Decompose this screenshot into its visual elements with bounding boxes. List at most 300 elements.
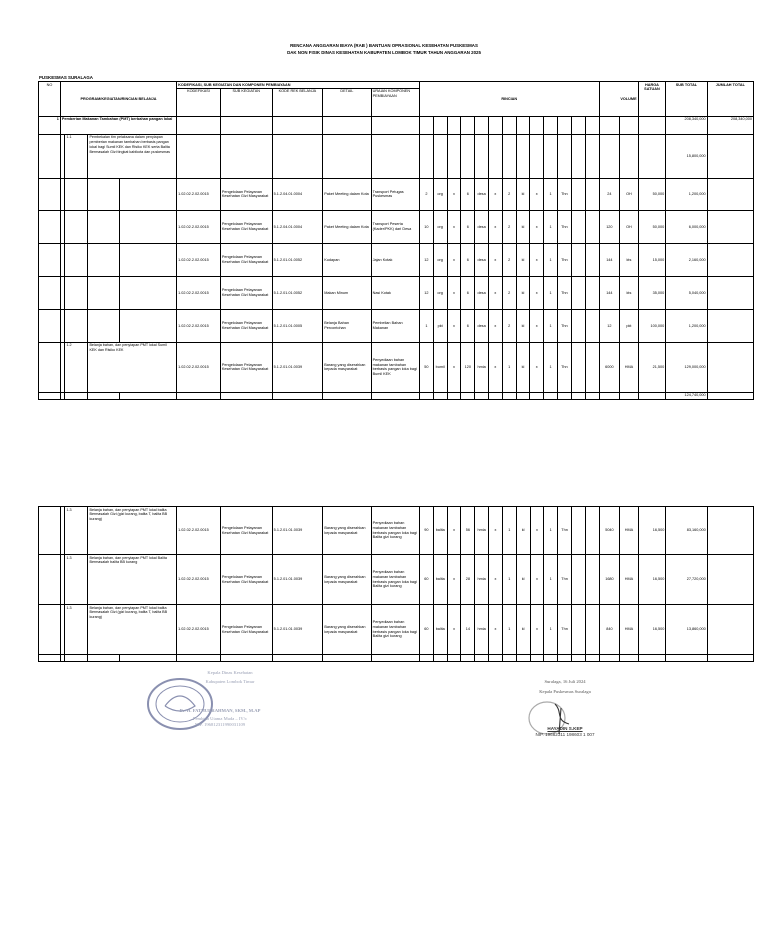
sub-kegiatan-cell: Pengelolaan Pelayanan Kesehatan Gizi Masyarakat <box>220 243 272 276</box>
empty-cell <box>177 116 221 134</box>
rincian-cell: x <box>488 243 502 276</box>
uraian-cell: Penyediaan bahan makanan tambahan berbasis pangan loka bagi Bumil KEK <box>371 342 419 392</box>
col-kodefikasi: KODEFIKASI <box>177 88 221 116</box>
volume-cell: 24 <box>599 178 620 210</box>
satuan-cell: HMA <box>620 342 638 392</box>
rincian-cell: 1 <box>544 342 558 392</box>
rincian-cell: x <box>488 210 502 243</box>
budget-table-page-1 <box>38 81 754 400</box>
rincian-cell: 1 <box>544 243 558 276</box>
rincian-cell: Thn <box>557 309 571 342</box>
rincian-cell: org <box>433 210 447 243</box>
budget-row <box>39 210 754 243</box>
volume-cell: 6000 <box>599 342 620 392</box>
empty-cell <box>502 134 516 178</box>
empty-cell <box>88 276 119 309</box>
empty-cell <box>558 655 572 662</box>
subtotal-cell: 1,200,000 <box>666 178 707 210</box>
rincian-cell: 6 <box>461 210 475 243</box>
empty-cell <box>620 655 638 662</box>
empty-cell <box>272 655 323 662</box>
kode-rek-cell: 5.1.2.01.01.0052 <box>272 276 323 309</box>
rincian-cell: 2 <box>502 178 516 210</box>
empty-cell <box>488 134 502 178</box>
no-cell <box>39 178 61 210</box>
empty-cell <box>620 134 638 178</box>
kodefikasi-cell: 1.02.02.2.02.0015 <box>177 555 221 605</box>
rincian-cell: 1 <box>544 178 558 210</box>
harga-cell: 16,500 <box>638 507 666 555</box>
empty-cell <box>585 655 599 662</box>
rincian-cell: Thn <box>558 605 572 655</box>
empty-cell <box>557 116 571 134</box>
document-subtitle: DAK NON FISIK DINAS KESEHATAN KABUPATEN LOMBOK TIMUR TAHUN ANGGARAN 2025 <box>287 50 481 55</box>
rincian-cell: Thn <box>557 210 571 243</box>
kodefikasi-cell: 1.02.02.2.02.0015 <box>177 309 221 342</box>
empty-cell <box>516 116 530 134</box>
activity-label: Belanja bahan, dan penyiapan PMT lokal balita Bermasalah Gizi (gizi kurang, balita T, balita BB kurang) <box>88 605 177 655</box>
empty-cell <box>571 134 585 178</box>
empty-cell <box>571 116 585 134</box>
volume-cell: 5040 <box>599 507 620 555</box>
col-jumlah-total: JUMLAH TOTAL <box>707 82 753 117</box>
rincian-cell: kl <box>516 276 530 309</box>
activity-label: Belanja bahan, dan penyiapan PMT lokal Sumil KEK dan Risiko KEK <box>88 342 177 392</box>
budget-row <box>39 276 754 309</box>
harga-cell: 50,000 <box>638 210 666 243</box>
subtotal-cell: 129,000,000 <box>666 342 707 392</box>
subtotal-cell: 27,720,000 <box>666 555 707 605</box>
empty-cell <box>323 655 371 662</box>
detail-cell: Barang yang diserahkan kepada masyarakat <box>323 507 371 555</box>
jumlah-cell <box>707 555 753 605</box>
blank-row <box>39 655 754 662</box>
no-cell <box>39 134 61 178</box>
rincian-cell: 2 <box>502 243 516 276</box>
jumlah-cell <box>707 243 753 276</box>
empty-cell <box>475 655 489 662</box>
empty-cell <box>88 210 119 243</box>
rincian-cell: desa <box>475 210 489 243</box>
empty-cell <box>65 655 88 662</box>
detail-cell: Paket Meeting dalam Kota <box>323 210 371 243</box>
empty-cell <box>433 116 447 134</box>
rincian-cell: pkt <box>433 309 447 342</box>
kode-rek-cell: 5.1.2.01.01.0005 <box>272 309 323 342</box>
activity-number: 1.3 <box>65 555 88 605</box>
empty-cell <box>571 655 585 662</box>
rincian-cell: 1 <box>502 342 516 392</box>
rincian-cell: x <box>488 342 502 392</box>
detail-cell: Makan Minum <box>323 276 371 309</box>
section-number: 1 <box>39 116 61 134</box>
uraian-cell: Penyediaan bahan makanan tambahan berbasis pangan loka bagi Balita gizi kurang <box>371 605 419 655</box>
sub-kegiatan-cell: Pengelolaan Pelayanan Kesehatan Gizi Masyarakat <box>220 276 272 309</box>
empty-cell <box>177 134 221 178</box>
uraian-cell: Transport Petugas Puskesmas <box>371 178 419 210</box>
empty-cell <box>461 392 475 399</box>
empty-cell <box>638 655 666 662</box>
no-cell <box>39 507 61 555</box>
col-harga-satuan: HARGA SATUAN <box>638 82 666 117</box>
empty-cell <box>371 116 419 134</box>
jumlah-cell <box>707 178 753 210</box>
empty-cell <box>475 134 489 178</box>
rincian-cell: Thn <box>557 342 571 392</box>
no-cell <box>39 243 61 276</box>
activity-label: Belanja bahan, dan penyiapan PMT lokal balita Bermasalah Gizi (gizi kurang, balita T, balita BB kurang) <box>88 507 177 555</box>
empty-cell <box>585 309 599 342</box>
empty-cell <box>544 134 558 178</box>
jumlah-cell <box>707 210 753 243</box>
empty-cell <box>707 134 753 178</box>
empty-cell <box>65 243 88 276</box>
rincian-cell: x <box>489 507 503 555</box>
empty-cell <box>119 276 177 309</box>
harga-cell: 16,500 <box>638 555 666 605</box>
harga-cell: 21,500 <box>638 342 666 392</box>
rincian-cell: 1 <box>544 276 558 309</box>
rincian-cell: x <box>447 210 461 243</box>
empty-cell <box>488 116 502 134</box>
sub-kegiatan-cell: Pengelolaan Pelayanan Kesehatan Gizi Masyarakat <box>220 555 272 605</box>
rincian-cell: x <box>447 178 461 210</box>
detail-cell: Barang yang diserahkan kepada masyarakat <box>323 605 371 655</box>
rincian-cell: x <box>488 276 502 309</box>
subtotal-cell: 2,160,000 <box>666 243 707 276</box>
volume-cell: 144 <box>599 243 620 276</box>
rincian-cell: 60 <box>420 605 434 655</box>
empty-cell <box>433 134 447 178</box>
empty-cell <box>707 392 753 399</box>
empty-cell <box>447 116 461 134</box>
subtotal-cell: 6,000,000 <box>666 210 707 243</box>
rincian-cell: 1 <box>502 555 516 605</box>
subtotal-cell: 13,860,000 <box>666 605 707 655</box>
empty-cell <box>272 392 323 399</box>
rincian-cell: kl <box>516 210 530 243</box>
empty-cell <box>119 178 177 210</box>
empty-cell <box>65 178 88 210</box>
empty-cell <box>571 342 585 392</box>
empty-cell <box>88 655 119 662</box>
rincian-cell: x <box>530 507 544 555</box>
empty-cell <box>272 134 323 178</box>
empty-cell <box>638 134 666 178</box>
empty-cell <box>323 392 371 399</box>
satuan-cell: OH <box>620 178 638 210</box>
signer-left-name: Dr. H. FATHURRAHMAN, SKM., M.AP <box>179 708 261 713</box>
empty-cell <box>88 243 119 276</box>
col-rincian: RINCIAN <box>419 82 599 117</box>
empty-cell <box>666 655 707 662</box>
empty-cell <box>65 210 88 243</box>
empty-cell <box>119 210 177 243</box>
empty-cell <box>571 178 585 210</box>
rincian-cell: 6 <box>461 243 475 276</box>
volume-cell: 144 <box>599 276 620 309</box>
satuan-cell: OH <box>620 210 638 243</box>
rincian-cell: x <box>530 555 544 605</box>
empty-cell <box>475 392 489 399</box>
rincian-cell: desa <box>475 178 489 210</box>
rincian-cell: 1 <box>502 507 516 555</box>
kode-rek-cell: 5.1.2.01.01.0039 <box>272 342 323 392</box>
budget-row <box>39 178 754 210</box>
satuan-cell: HMA <box>620 507 638 555</box>
empty-cell <box>119 655 177 662</box>
empty-cell <box>65 392 88 399</box>
detail-cell: Belanja Bahan Percontohan <box>323 309 371 342</box>
activity-number: 1.2 <box>65 342 88 392</box>
rincian-cell: x <box>447 507 461 555</box>
empty-cell <box>220 655 272 662</box>
rincian-cell: x <box>530 342 544 392</box>
empty-cell <box>620 116 638 134</box>
rincian-cell: hmia <box>475 605 489 655</box>
satuan-cell: kts <box>620 243 638 276</box>
empty-cell <box>371 134 419 178</box>
empty-cell <box>544 392 558 399</box>
empty-cell <box>585 276 599 309</box>
budget-row <box>39 309 754 342</box>
signer-right-title: Kepala Puskesmas Suralaga <box>539 689 591 694</box>
page-total: 124,740,000 <box>666 392 707 399</box>
signing-date: Suralaga, 16 Juli 2024 <box>544 679 586 684</box>
rincian-cell: x <box>447 276 461 309</box>
signer-left-nip: NIP. 196812311990031109 <box>194 722 246 727</box>
rincian-cell: Thn <box>557 178 571 210</box>
empty-cell <box>433 655 447 662</box>
header-row <box>39 82 754 89</box>
empty-cell <box>119 243 177 276</box>
rincian-cell: 1 <box>544 507 558 555</box>
col-no: NO <box>39 82 61 117</box>
activity-number: 1.3 <box>65 507 88 555</box>
empty-cell <box>220 134 272 178</box>
empty-cell <box>420 655 434 662</box>
rincian-cell: org <box>433 178 447 210</box>
official-seal-left <box>145 676 215 737</box>
rincian-cell: 56 <box>461 507 475 555</box>
subtotal-cell: 5,040,000 <box>666 276 707 309</box>
rincian-cell: x <box>488 309 502 342</box>
empty-cell <box>599 116 620 134</box>
empty-cell <box>65 276 88 309</box>
rincian-cell: kl <box>516 243 530 276</box>
subtotal-cell: 1,200,000 <box>666 309 707 342</box>
total-row <box>39 392 754 399</box>
sub-kegiatan-cell: Pengelolaan Pelayanan Kesehatan Gizi Masyarakat <box>220 342 272 392</box>
empty-cell <box>39 392 61 399</box>
section-label: Pemberian Makanan Tambahan (PMT) berbahan pangan lokal <box>60 116 176 134</box>
uraian-cell: Nasi Kotak <box>371 276 419 309</box>
col-volume: VOLUME <box>599 82 638 117</box>
sub-kegiatan-cell: Pengelolaan Pelayanan Kesehatan Gizi Masyarakat <box>220 605 272 655</box>
rincian-cell: kl <box>516 178 530 210</box>
no-cell <box>39 605 61 655</box>
satuan-cell: HMA <box>620 605 638 655</box>
rincian-cell: kl <box>516 342 530 392</box>
empty-cell <box>571 605 585 655</box>
rincian-cell: 90 <box>420 507 434 555</box>
empty-cell <box>65 309 88 342</box>
no-cell <box>39 342 61 392</box>
detail-cell: Paket Meeting dalam Kota <box>323 178 371 210</box>
empty-cell <box>585 507 599 555</box>
empty-cell <box>502 116 516 134</box>
empty-cell <box>571 555 585 605</box>
kodefikasi-cell: 1.02.02.2.02.0015 <box>177 178 221 210</box>
rincian-cell: hmia <box>475 507 489 555</box>
rincian-cell: 2 <box>502 210 516 243</box>
rincian-cell: x <box>447 555 461 605</box>
detail-cell: Kudapan <box>323 243 371 276</box>
empty-cell <box>544 116 558 134</box>
rincian-cell: x <box>530 210 544 243</box>
rincian-cell: bumil <box>433 342 447 392</box>
rincian-cell: Thn <box>557 243 571 276</box>
budget-row <box>39 555 754 605</box>
satuan-cell: kts <box>620 276 638 309</box>
empty-cell <box>571 392 585 399</box>
empty-cell <box>620 392 638 399</box>
empty-cell <box>707 655 753 662</box>
volume-cell: 840 <box>599 605 620 655</box>
signer-right-name: HAYADIN S.KEP <box>547 726 583 731</box>
empty-cell <box>119 309 177 342</box>
signer-left-office: Kabupaten Lombok Timur <box>205 679 255 684</box>
budget-row <box>39 507 754 555</box>
no-cell <box>39 309 61 342</box>
document-title: RENCANA ANGGARAN BIAYA (RAB ) BANTUAN OPRASIONAL KESEHATAN PUSKESMAS <box>290 43 478 48</box>
kode-rek-cell: 5.1.2.04.01.0004 <box>272 210 323 243</box>
sub-kegiatan-cell: Pengelolaan Pelayanan Kesehatan Gizi Masyarakat <box>220 309 272 342</box>
col-uraian: URAIAN KOMPONEN PEMBIAYAAN <box>371 88 419 116</box>
budget-table-page-2 <box>38 506 754 662</box>
rincian-cell: x <box>530 178 544 210</box>
rincian-cell: x <box>489 605 503 655</box>
rincian-cell: 1 <box>544 605 558 655</box>
rincian-cell: x <box>447 243 461 276</box>
activity-label: Pembekalan tim pelaksana dalam penyiapan pemberian makanan tambahan berbasis pangan lokal bagi Sumil KEK dan Risiko KEK serta Balita Bermasalah Gizi tingkat kabikota dan puskesmas <box>88 134 177 178</box>
uraian-cell: Penyediaan bahan makanan tambahan berbasis pangan loka bagi Balita gizi kurang <box>371 555 419 605</box>
rincian-cell: kl <box>516 555 530 605</box>
rincian-cell: 1 <box>544 210 558 243</box>
harga-cell: 50,000 <box>638 178 666 210</box>
rincian-cell: 1 <box>502 605 516 655</box>
empty-cell <box>323 116 371 134</box>
rincian-cell: Thn <box>557 276 571 309</box>
budget-row <box>39 243 754 276</box>
empty-cell <box>571 243 585 276</box>
empty-cell <box>530 116 544 134</box>
sub-kegiatan-cell: Pengelolaan Pelayanan Kesehatan Gizi Masyarakat <box>220 507 272 555</box>
kode-rek-cell: 5.1.2.01.01.0039 <box>272 555 323 605</box>
empty-cell <box>585 342 599 392</box>
rincian-cell: x <box>488 178 502 210</box>
sub-kegiatan-cell: Pengelolaan Pelayanan Kesehatan Gizi Masyarakat <box>220 178 272 210</box>
empty-cell <box>571 210 585 243</box>
empty-cell <box>419 116 433 134</box>
rincian-cell: 14 <box>461 605 475 655</box>
kodefikasi-cell: 1.02.02.2.02.0015 <box>177 342 221 392</box>
empty-cell <box>488 392 502 399</box>
kode-rek-cell: 5.1.2.04.01.0004 <box>272 178 323 210</box>
empty-cell <box>516 655 530 662</box>
empty-cell <box>447 655 461 662</box>
rincian-cell: hmia <box>475 555 489 605</box>
puskesmas-name: PUSKESMAS SURALAGA <box>39 75 93 80</box>
rincian-cell: 10 <box>419 210 433 243</box>
rincian-cell: kl <box>516 605 530 655</box>
detail-cell: Barang yang diserahkan kepada masyarakat <box>323 342 371 392</box>
rincian-cell: 2 <box>502 309 516 342</box>
col-kodefikasi-group: KODEFIKASI, SUB KEGIATAN DAN KOMPONEN PEMBIAYAAN <box>177 82 420 89</box>
rincian-cell: 6 <box>461 276 475 309</box>
empty-cell <box>585 210 599 243</box>
empty-cell <box>433 392 447 399</box>
rincian-cell: desa <box>475 243 489 276</box>
empty-cell <box>571 507 585 555</box>
empty-cell <box>557 134 571 178</box>
rincian-cell: 6 <box>461 309 475 342</box>
empty-cell <box>585 392 599 399</box>
rincian-cell: balita <box>433 605 447 655</box>
volume-cell: 120 <box>599 210 620 243</box>
rincian-cell: org <box>433 276 447 309</box>
empty-cell <box>88 392 119 399</box>
empty-cell <box>585 178 599 210</box>
kodefikasi-cell: 1.02.02.2.02.0015 <box>177 605 221 655</box>
signer-left-title: Kepala Dinas Kesehatan <box>207 670 253 675</box>
empty-cell <box>88 309 119 342</box>
volume-cell: 1680 <box>599 555 620 605</box>
no-cell <box>39 210 61 243</box>
empty-cell <box>177 392 221 399</box>
budget-row <box>39 342 754 392</box>
empty-cell <box>585 605 599 655</box>
empty-cell <box>220 392 272 399</box>
rincian-cell: org <box>433 243 447 276</box>
empty-cell <box>447 134 461 178</box>
rincian-cell: kl <box>516 309 530 342</box>
col-detail: DETAIL <box>323 88 371 116</box>
empty-cell <box>585 116 599 134</box>
empty-cell <box>530 134 544 178</box>
empty-cell <box>371 392 419 399</box>
kode-rek-cell: 5.1.2.01.01.0039 <box>272 507 323 555</box>
harga-cell: 35,000 <box>638 276 666 309</box>
satuan-cell: HMA <box>620 555 638 605</box>
rincian-cell: 28 <box>461 555 475 605</box>
empty-cell <box>119 392 177 399</box>
empty-cell <box>530 655 544 662</box>
empty-cell <box>599 134 620 178</box>
empty-cell <box>516 134 530 178</box>
empty-cell <box>502 392 516 399</box>
activity-row <box>39 134 754 178</box>
jumlah-cell <box>707 605 753 655</box>
empty-cell <box>530 392 544 399</box>
rincian-cell: Thn <box>558 555 572 605</box>
rincian-cell: x <box>447 342 461 392</box>
rincian-cell: desa <box>475 276 489 309</box>
kode-rek-cell: 5.1.2.01.01.0039 <box>272 605 323 655</box>
uraian-cell: Jajan Kotak <box>371 243 419 276</box>
empty-cell <box>323 134 371 178</box>
jumlah-cell <box>707 507 753 555</box>
